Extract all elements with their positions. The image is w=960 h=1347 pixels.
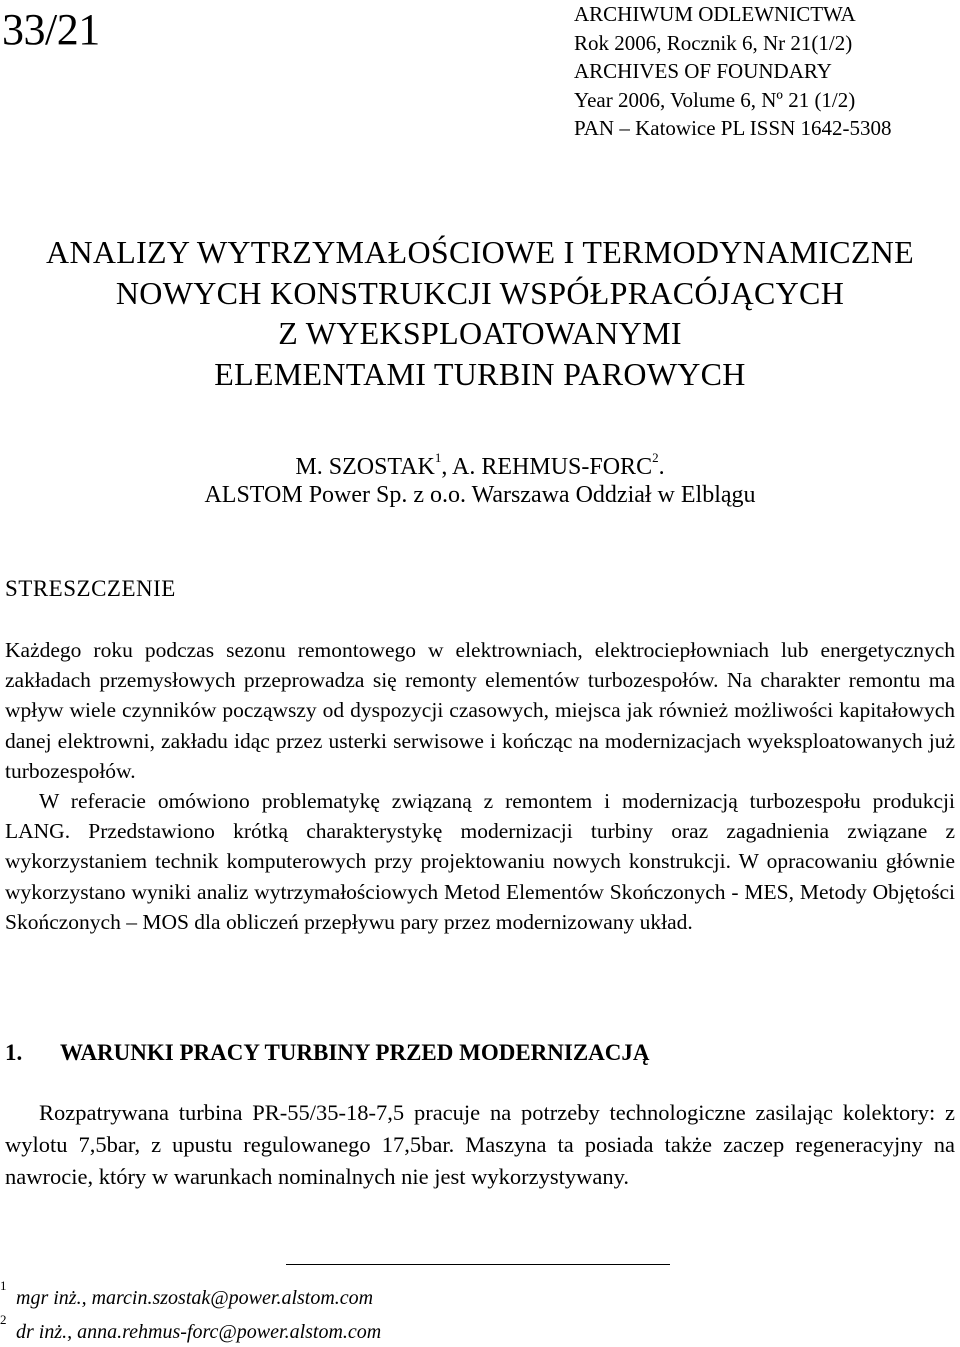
footnote-divider	[286, 1264, 670, 1265]
title-line: ELEMENTAMI TURBIN PAROWYCH	[214, 355, 746, 392]
footnote-text: mgr inż., marcin.szostak@power.alstom.com	[16, 1287, 374, 1309]
journal-line: Year 2006, Volume 6, Nº 21 (1/2)	[574, 87, 856, 112]
section-title: WARUNKI PRACY TURBINY PRZED MODERNIZACJĄ	[60, 1040, 650, 1065]
title-line: ANALIZY WYTRZYMAŁOŚCIOWE I TERMODYNAMICZNE	[46, 234, 914, 270]
journal-info	[574, 0, 892, 143]
journal-line: Rok 2006, Rocznik 6, Nr 21(1/2)	[574, 30, 853, 55]
paper-number: 33/21	[2, 5, 100, 54]
journal-line: PAN – Katowice PL ISSN 1642-5308	[574, 116, 892, 140]
author-separator: ,	[441, 454, 453, 480]
author-name: A. REHMUS-FORC	[452, 454, 653, 480]
title-line: NOWYCH KONSTRUKCJI WSPÓŁPRACÓJĄCYCH	[115, 274, 845, 311]
section-paragraph: Rozpatrywana turbina PR-55/35-18-7,5 pracuje na potrzeby technologiczne zasilając kolektory: z wylotu 7,5bar, z upustu regulowanego 17,5bar. Maszyna ta posiada także zaczep regeneracyjny na nawrocie, który w warunkach nominalnych nie jest wykorzystywany.	[5, 1100, 955, 1190]
footnote-mark: 2	[652, 450, 659, 465]
abstract-paragraph: W referacie omówiono problematykę związaną z remontem i modernizacją turbozespołu produkcji LANG. Przedstawiono krótką charakterystykę modernizacji turbiny oraz zagadnienia związane z wykorzystaniem technik komputerowych przy projektowaniu nowych konstrukcji. W opracowaniu głównie wykorzystano wyniki analiz wytrzymałościowych Metod Elementów Skończonych - MES, Metody Objętości Skończonych – MOS dla obliczeń przepływu pary przez modernizowany układ.	[5, 789, 955, 934]
title-line: Z WYEKSPLOATOWANYMI	[278, 315, 682, 351]
journal-line: ARCHIWUM ODLEWNICTWA	[574, 2, 856, 26]
abstract-body	[5, 635, 955, 937]
section-heading	[5, 1037, 650, 1069]
section-number: 1.	[5, 1040, 23, 1065]
author-name: M. SZOSTAK	[295, 454, 435, 480]
abstract-heading: STRESZCZENIE	[5, 576, 176, 601]
affiliation: ALSTOM Power Sp. z o.o. Warszawa Oddział w Elblągu	[204, 482, 756, 508]
footnote-text: dr inż., anna.rehmus-forc@power.alstom.com	[16, 1321, 382, 1343]
footnote: 1mgr inż., marcin.szostak@power.alstom.com	[0, 1278, 374, 1309]
paper-title	[0, 232, 960, 394]
abstract-paragraph: Każdego roku podczas sezonu remontowego w elektrowniach, elektrociepłowniach lub energetycznych zakładach przemysłowych przeprowadza się remonty elementów turbozespołów. Na charakter remontu ma wpływ wiele czynników począwszy od dyspozycji czasowych, miejsca jak również możliwości kapitałowych danej elektrowni, zakładu idąc przez usterki serwisowe i kończąc na modernizacjach wyeksploatowanych już turbozespołów.	[5, 638, 955, 783]
author-end: .	[658, 454, 665, 480]
footnote: 2dr inż., anna.rehmus-forc@power.alstom.com	[0, 1312, 382, 1343]
authors-line	[0, 452, 960, 482]
footnote-mark: 1	[434, 450, 442, 465]
journal-line: ARCHIVES OF FOUNDARY	[574, 59, 832, 83]
